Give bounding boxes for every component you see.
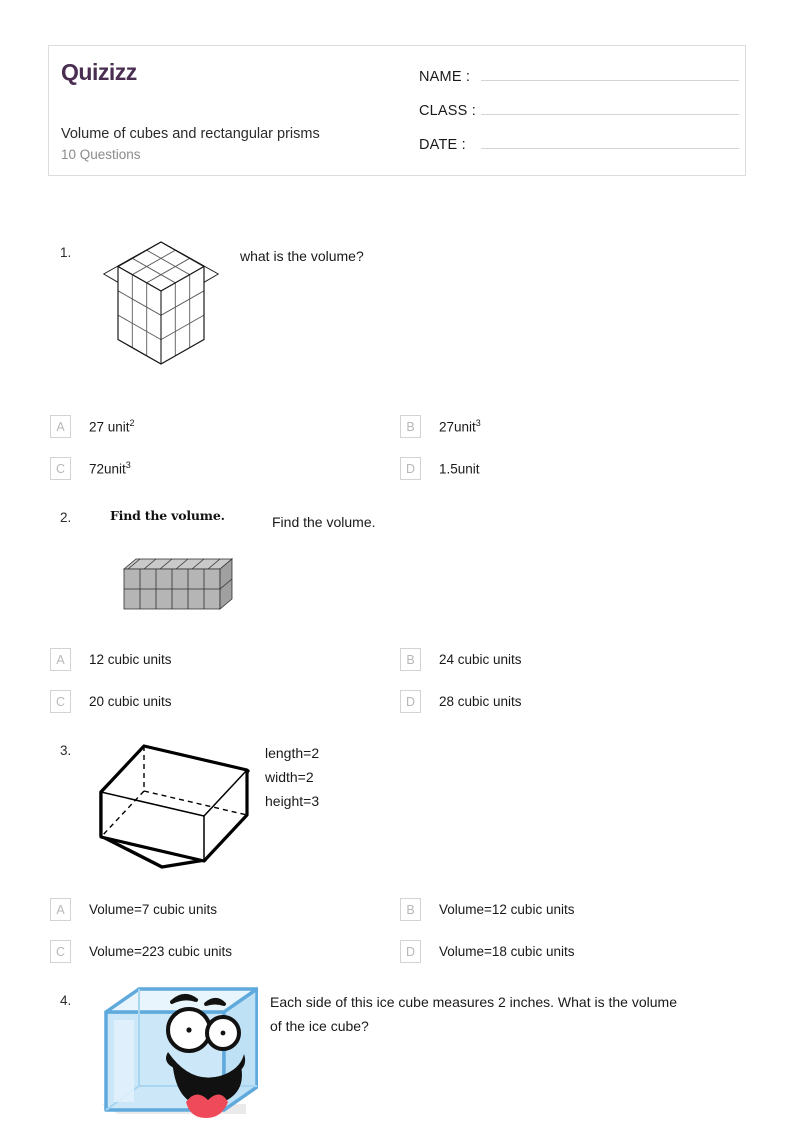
question-2-option-b[interactable] — [400, 648, 522, 671]
option-letter: A — [50, 648, 71, 671]
question-3-option-d[interactable] — [400, 940, 574, 963]
question-1-option-d[interactable] — [400, 457, 480, 480]
class-field-input[interactable] — [481, 98, 739, 115]
question-1-text: what is the volume? — [240, 248, 364, 264]
name-field-label: NAME : — [419, 69, 471, 85]
question-count: 10 Questions — [61, 147, 141, 162]
option-text: 72unit$^3$ — [89, 460, 131, 477]
question-3-line-3: height=3 — [265, 793, 320, 809]
class-field-label: CLASS : — [419, 103, 477, 119]
question-3-option-b[interactable] — [400, 898, 574, 921]
question-2-text: Find the volume. — [272, 514, 376, 530]
question-4-line-2: of the ice cube? — [270, 1018, 369, 1034]
option-text: 24 cubic units — [439, 652, 522, 667]
question-3-number: 3. — [60, 743, 72, 758]
option-letter: C — [50, 690, 71, 713]
date-field-input[interactable] — [481, 132, 739, 149]
option-letter: A — [50, 415, 71, 438]
question-3-option-c[interactable] — [50, 940, 232, 963]
question-1-option-a[interactable] — [50, 415, 135, 438]
ice-cube-character-figure — [96, 986, 258, 1123]
question-1-option-b[interactable] — [400, 415, 481, 438]
question-2-number: 2. — [60, 510, 72, 525]
option-text: 27 unit$^2$ — [89, 418, 135, 435]
option-letter: B — [400, 415, 421, 438]
question-4-text — [270, 990, 760, 1038]
option-text: 27unit$^3$ — [439, 418, 481, 435]
name-field-row — [419, 64, 739, 98]
option-letter: C — [50, 940, 71, 963]
quizizz-logo: Quizizz — [61, 59, 137, 85]
option-text: Volume=7 cubic units — [89, 902, 217, 917]
option-letter: B — [400, 648, 421, 671]
option-letter: A — [50, 898, 71, 921]
question-4-number: 4. — [60, 993, 72, 1008]
page-title: Volume of cubes and rectangular prisms — [61, 126, 320, 142]
option-text: Volume=223 cubic units — [89, 944, 232, 959]
question-3-text — [265, 741, 319, 813]
question-1-number: 1. — [60, 245, 72, 260]
option-letter: C — [50, 457, 71, 480]
option-letter: D — [400, 690, 421, 713]
question-2-option-c[interactable] — [50, 690, 172, 713]
option-letter: D — [400, 940, 421, 963]
option-letter: D — [400, 457, 421, 480]
option-text: Volume=12 cubic units — [439, 902, 575, 917]
header-left — [59, 54, 409, 84]
question-3-line-2: width=2 — [265, 769, 314, 785]
option-text: Volume=18 cubic units — [439, 944, 575, 959]
question-2-option-d[interactable] — [400, 690, 522, 713]
worksheet-header — [48, 45, 746, 176]
question-4-line-1: Each side of this ice cube measures 2 inches. What is the volume — [270, 994, 677, 1010]
student-info-fields — [419, 64, 739, 166]
figure-caption: Find the volume. — [110, 508, 225, 523]
option-letter: B — [400, 898, 421, 921]
question-3-line-1: length=2 — [265, 745, 320, 761]
wireframe-prism-figure — [92, 740, 257, 870]
class-field-row — [419, 98, 739, 132]
question-3-option-a[interactable] — [50, 898, 217, 921]
option-text: 12 cubic units — [89, 652, 172, 667]
question-1-option-c[interactable] — [50, 457, 131, 480]
question-2-option-a[interactable] — [50, 648, 172, 671]
isometric-cube-figure — [96, 238, 226, 393]
date-field-label: DATE : — [419, 137, 466, 153]
option-text: 1.5unit — [439, 461, 480, 477]
option-text: 28 cubic units — [439, 694, 522, 709]
option-text: 20 cubic units — [89, 694, 172, 709]
name-field-input[interactable] — [481, 64, 739, 81]
date-field-row — [419, 132, 739, 166]
